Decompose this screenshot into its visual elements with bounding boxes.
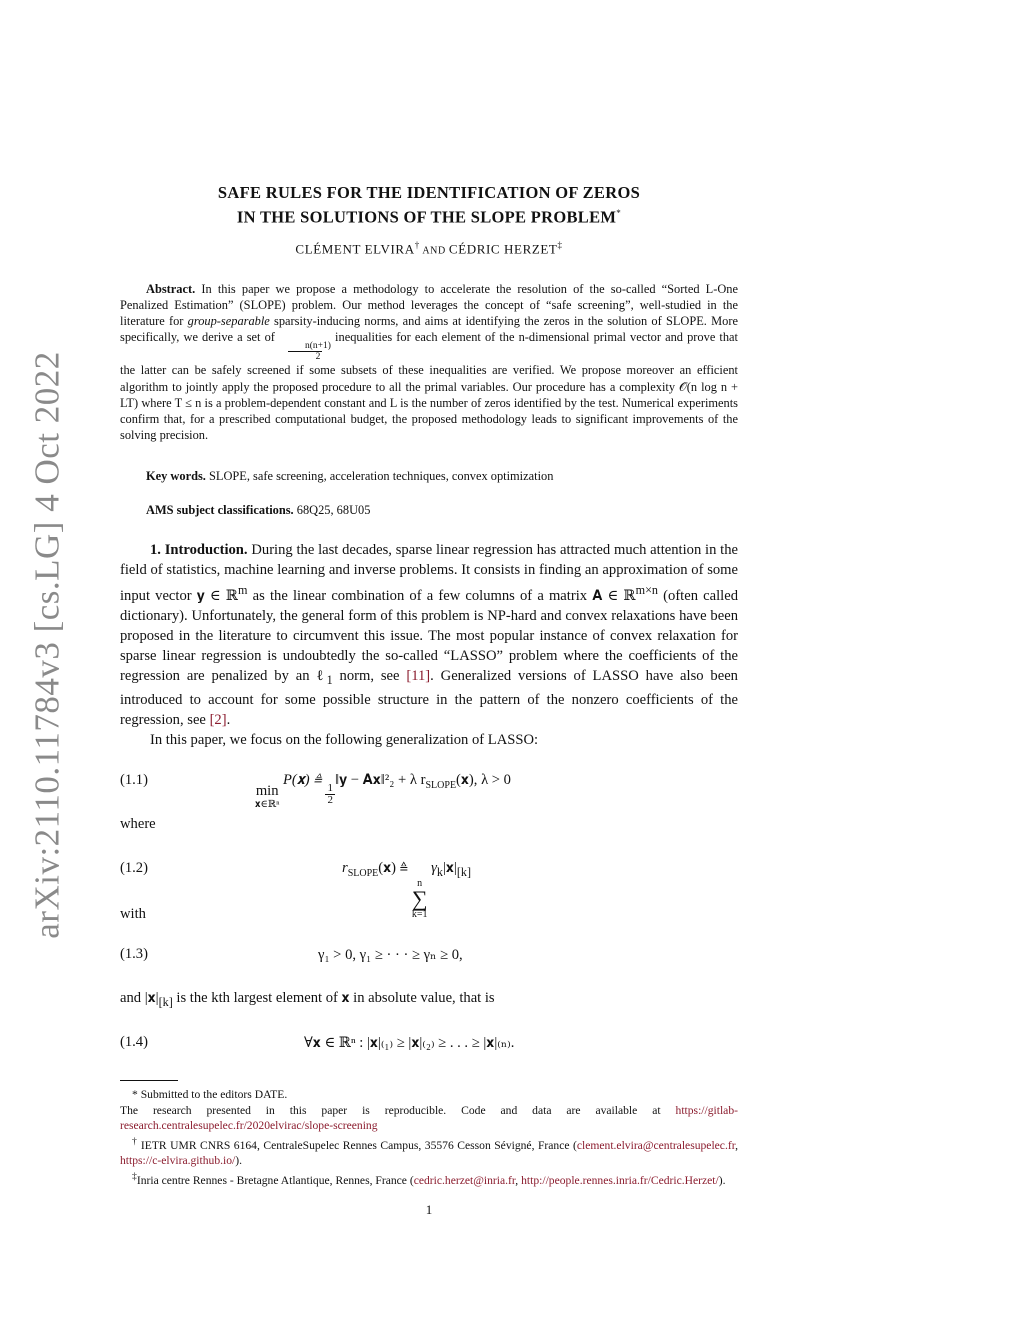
footnote-3-mark: ‡: [132, 1170, 137, 1182]
eq-1-3-number: (1.3): [120, 946, 148, 963]
equation-1-4: [120, 1034, 738, 1054]
intro-text-d: norm, see: [332, 668, 407, 685]
footnote-3-sep: ,: [515, 1173, 522, 1187]
abstract-emphasis: group-separable: [187, 314, 270, 329]
half-num: 1: [327, 782, 333, 795]
eq-1-1-body: [255, 772, 511, 811]
title-line-2: IN THE SOLUTIONS OF THE SLOPE PROBLEM*: [236, 207, 622, 227]
eq-1-2-gamma-sub: k: [436, 865, 443, 880]
half-den: 2: [327, 794, 333, 807]
title-line-1: SAFE RULES FOR THE IDENTIFICATION OF ZEROS: [217, 183, 641, 202]
footnote-2-end: ).: [235, 1154, 243, 1168]
website-link-herzet[interactable]: http://people.rennes.inria.fr/Cedric.Herzet/: [521, 1173, 719, 1187]
eq-1-2-abs-sub: [k]: [456, 865, 472, 880]
intro-text-e: . Generalized versions of LASSO have also been introduced to account for some possible structure in the pattern of the nonzero coefficients of the regression, see: [120, 668, 738, 729]
eq-1-2-abs: |𝐱|: [442, 860, 457, 877]
footnote-2-mark: †: [132, 1135, 138, 1147]
authors-and: AND: [419, 244, 449, 256]
abstract-text-c: inequalities for each element of the n-dimensional primal vector and prove that the latter can be safely screened if some subsets of these inequalities are verified. We propose moreover an efficient algorithm to jointly apply the proposed procedure to all the primal variables. Our procedure has a complexity 𝒪(n log n + LT) where T ≤ n is a problem-dependent constant and L is the number of zeros identified by the test. Numerical experiments confirm that, for a prescribed computational budget, the proposed methodology leads to significant improvements of the solving precision.: [120, 330, 738, 443]
where-text: where: [120, 816, 156, 833]
and-text: [120, 988, 738, 1012]
abstract: [120, 281, 738, 444]
intro-sub-1: 1: [326, 673, 333, 688]
author-1: CLÉMENT ELVIRA: [295, 240, 415, 256]
eq-1-2-sum-top: n: [417, 878, 423, 890]
and-text-a: and |𝐱|: [120, 990, 159, 1007]
abstract-fraction: [279, 341, 331, 362]
arxiv-id-text: arXiv:2110.11784v3 [cs.LG] 4 Oct 2022: [28, 351, 68, 939]
and-text-b: is the kth largest element of 𝐱 in absolute value, that is: [172, 990, 495, 1007]
equation-1-3: [120, 946, 738, 966]
footnote-3-text: Inria centre Rennes - Bretagne Atlantique, Rennes, France (: [136, 1173, 414, 1187]
authors-line: [120, 240, 738, 257]
footnotes: [120, 1087, 738, 1188]
eq-1-1-min-sub: 𝐱∈ℝⁿ: [255, 799, 280, 811]
footnote-3: [120, 1169, 738, 1188]
section-heading: 1. Introduction.: [150, 542, 248, 559]
footnote-2-sep: ,: [735, 1138, 739, 1152]
eq-1-2-body: [342, 860, 471, 920]
intro-text-c: (often called dictionary). Unfortunately, the general form of this problem is NP-hard and convex relaxations have been proposed in the literature to circumvent this issue. The most popular instance of convex relaxation for sparse linear regression is undoubtedly the so-called “LASSO” problem where the coefficients of the regression are penalized by an ℓ: [120, 588, 739, 685]
abstract-label: Abstract.: [146, 281, 196, 296]
equation-1-1: [120, 772, 738, 811]
eq-1-1-number: (1.1): [120, 772, 148, 789]
intro-text-b: as the linear combination of a few columns of a matrix 𝐀 ∈ ℝ: [247, 588, 636, 605]
footnote-3-end: ).: [718, 1173, 726, 1187]
and-text-sub: [k]: [158, 995, 173, 1010]
page-number: 1: [425, 1202, 433, 1218]
eq-1-1-rhs: ‖𝐲 − 𝐀𝐱‖²₂ + λ r: [334, 772, 426, 789]
abstract-text-a: In this paper we propose a methodology to accelerate the resolution of the so-called “Sorted L-One Penalized Estimation” (SLOPE) problem. Our method leverages the concept of “safe screening”, well-studied in the literature for: [120, 281, 738, 329]
ams-text: 68Q25, 68U05: [293, 503, 371, 518]
footnote-1-continued: [120, 1103, 738, 1134]
eq-1-1-min: min: [255, 783, 279, 800]
website-link-elvira[interactable]: https://c-elvira.github.io/: [120, 1154, 236, 1168]
footnote-rule: [120, 1080, 178, 1081]
intro-paragraph-2: In this paper, we focus on the following generalization of LASSO:: [150, 732, 539, 749]
eq-1-2-mid: (𝐱) ≜: [378, 860, 412, 877]
ams-classification: [120, 502, 738, 518]
eq-1-4-number: (1.4): [120, 1034, 148, 1051]
author-2: CÉDRIC HERZET: [448, 240, 558, 256]
intro-paragraph-1: [120, 540, 738, 730]
eq-1-4-body: ∀𝐱 ∈ ℝⁿ : |𝐱|₍₁₎ ≥ |𝐱|₍₂₎ ≥ . . . ≥ |𝐱|₍ₙ₎.: [304, 1035, 515, 1052]
introduction-section: [120, 540, 738, 750]
keywords-label: Key words.: [146, 469, 206, 484]
paper-title: [120, 182, 738, 228]
eq-1-1-lhs: P(𝐱) ≜: [283, 772, 326, 789]
keywords: [120, 468, 738, 484]
email-link-elvira[interactable]: clement.elvira@centralesupelec.fr: [576, 1138, 736, 1152]
eq-1-2-sum-bot: k=1: [411, 909, 428, 921]
citation-2[interactable]: [2]: [209, 712, 227, 729]
title-footnote-mark: *: [616, 208, 622, 218]
frac-den: 2: [288, 351, 323, 362]
eq-1-3-body: γ₁ > 0, γ₁ ≥ · · · ≥ γₙ ≥ 0,: [318, 947, 463, 964]
footnote-2: [120, 1134, 738, 1169]
repo-link[interactable]: https://gitlab-research.centralesupelec.fr/2020elvirac/slope-screening: [120, 1103, 738, 1133]
abstract-text-b: sparsity-inducing norms, and aims at identifying the zeros in the solution of SLOPE. More specifically, we derive a set of: [120, 314, 738, 345]
with-text: with: [120, 906, 146, 923]
eq-1-2-slope: SLOPE: [347, 868, 379, 880]
eq-1-1-slope: SLOPE: [425, 780, 457, 792]
email-link-herzet[interactable]: cedric.herzet@inria.fr: [413, 1173, 516, 1187]
footnote-1-text: The research presented in this paper is reproducible. Code and data are available at: [120, 1103, 676, 1117]
intro-sup-m: m: [238, 583, 248, 598]
keywords-text: SLOPE, safe screening, acceleration techniques, convex optimization: [205, 469, 554, 484]
eq-1-2-gamma: γ: [427, 860, 437, 877]
eq-1-1-tail: (𝐱), λ > 0: [456, 772, 511, 789]
intro-text-f: .: [226, 712, 231, 729]
arxiv-watermark: [18, 351, 78, 939]
footnote-1: * Submitted to the editors DATE.: [132, 1088, 288, 1102]
author-1-mark: †: [414, 239, 420, 250]
intro-text-a: During the last decades, sparse linear regression has attracted much attention in the field of statistics, machine learning and inverse problems. It consists in finding an approximation of some input vector 𝐲 ∈ ℝ: [120, 542, 738, 605]
eq-1-2-number: (1.2): [120, 860, 148, 877]
footnote-2-text: IETR UMR CNRS 6164, CentraleSupelec Rennes Campus, 35576 Cesson Sévigné, France (: [137, 1138, 577, 1152]
author-2-mark: ‡: [557, 239, 563, 250]
intro-sup-mxn: m×n: [635, 583, 659, 598]
ams-label: AMS subject classifications.: [146, 503, 294, 518]
eq-1-2-r: r: [342, 860, 348, 877]
frac-num: n(n+1): [305, 341, 331, 352]
paper-page: [120, 182, 738, 1218]
citation-11[interactable]: [11]: [406, 668, 431, 685]
eq-1-2-sum: ∑: [411, 886, 428, 912]
eq-1-1-half: [325, 783, 335, 806]
